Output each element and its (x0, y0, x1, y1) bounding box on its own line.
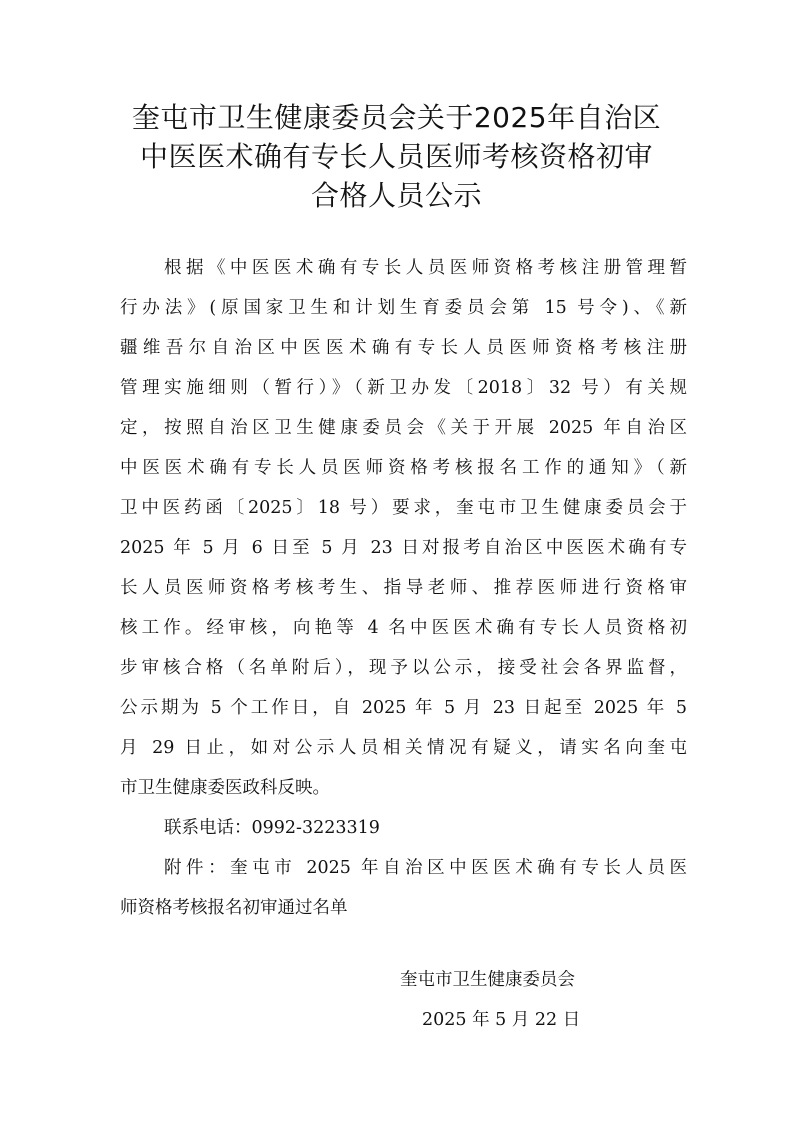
body-line-9: 长人员医师资格考核考生、指导老师、推荐医师进行资格审 (120, 578, 687, 598)
attachment-line-1: 附件：奎屯市 2025 年自治区中医医术确有专长人员医 (164, 858, 687, 878)
title-line-1: 奎屯市卫生健康委员会关于2025年自治区 (131, 101, 662, 134)
signature-org: 奎屯市卫生健康委员会 (400, 970, 575, 990)
body-line-7: 卫中医药函〔2025〕18 号）要求，奎屯市卫生健康委员会于 (120, 498, 687, 518)
body-line-3: 疆维吾尔自治区中医医术确有专长人员医师资格考核注册 (120, 338, 687, 358)
title-line-2: 中医医术确有专长人员医师考核资格初审 (139, 140, 653, 173)
body-line-1: 根据《中医医术确有专长人员医师资格考核注册管理暂 (164, 258, 687, 278)
body-line-14: 市卫生健康委医政科反映。 (120, 778, 330, 798)
signature-date: 2025 年 5 月 22 日 (422, 1010, 581, 1030)
attachment-line-2: 师资格考核报名初审通过名单 (120, 898, 348, 918)
document-title (90, 98, 703, 215)
contact-phone: 联系电话：0992-3223319 (164, 818, 380, 838)
body-line-6: 中医医术确有专长人员医师资格考核报名工作的通知》（新 (120, 458, 687, 478)
body-line-2: 行办法》(原国家卫生和计划生育委员会第 15 号令)、《新 (120, 298, 687, 318)
body-line-8: 2025 年 5 月 6 日至 5 月 23 日对报考自治区中医医术确有专 (120, 538, 687, 558)
body-line-4: 管理实施细则（暂行）》（新卫办发〔2018〕32 号）有关规 (120, 378, 687, 398)
body-line-12: 公示期为 5 个工作日，自 2025 年 5 月 23 日起至 2025 年 5 (120, 698, 687, 718)
title-line-3: 合格人员公示 (310, 179, 482, 212)
body-line-5: 定，按照自治区卫生健康委员会《关于开展 2025 年自治区 (120, 418, 687, 438)
body-line-11: 步审核合格（名单附后），现予以公示，接受社会各界监督， (120, 658, 687, 678)
body-line-10: 核工作。经审核，向艳等 4 名中医医术确有专长人员资格初 (120, 618, 687, 638)
body-line-13: 月 29 日止，如对公示人员相关情况有疑义，请实名向奎屯 (120, 738, 687, 758)
